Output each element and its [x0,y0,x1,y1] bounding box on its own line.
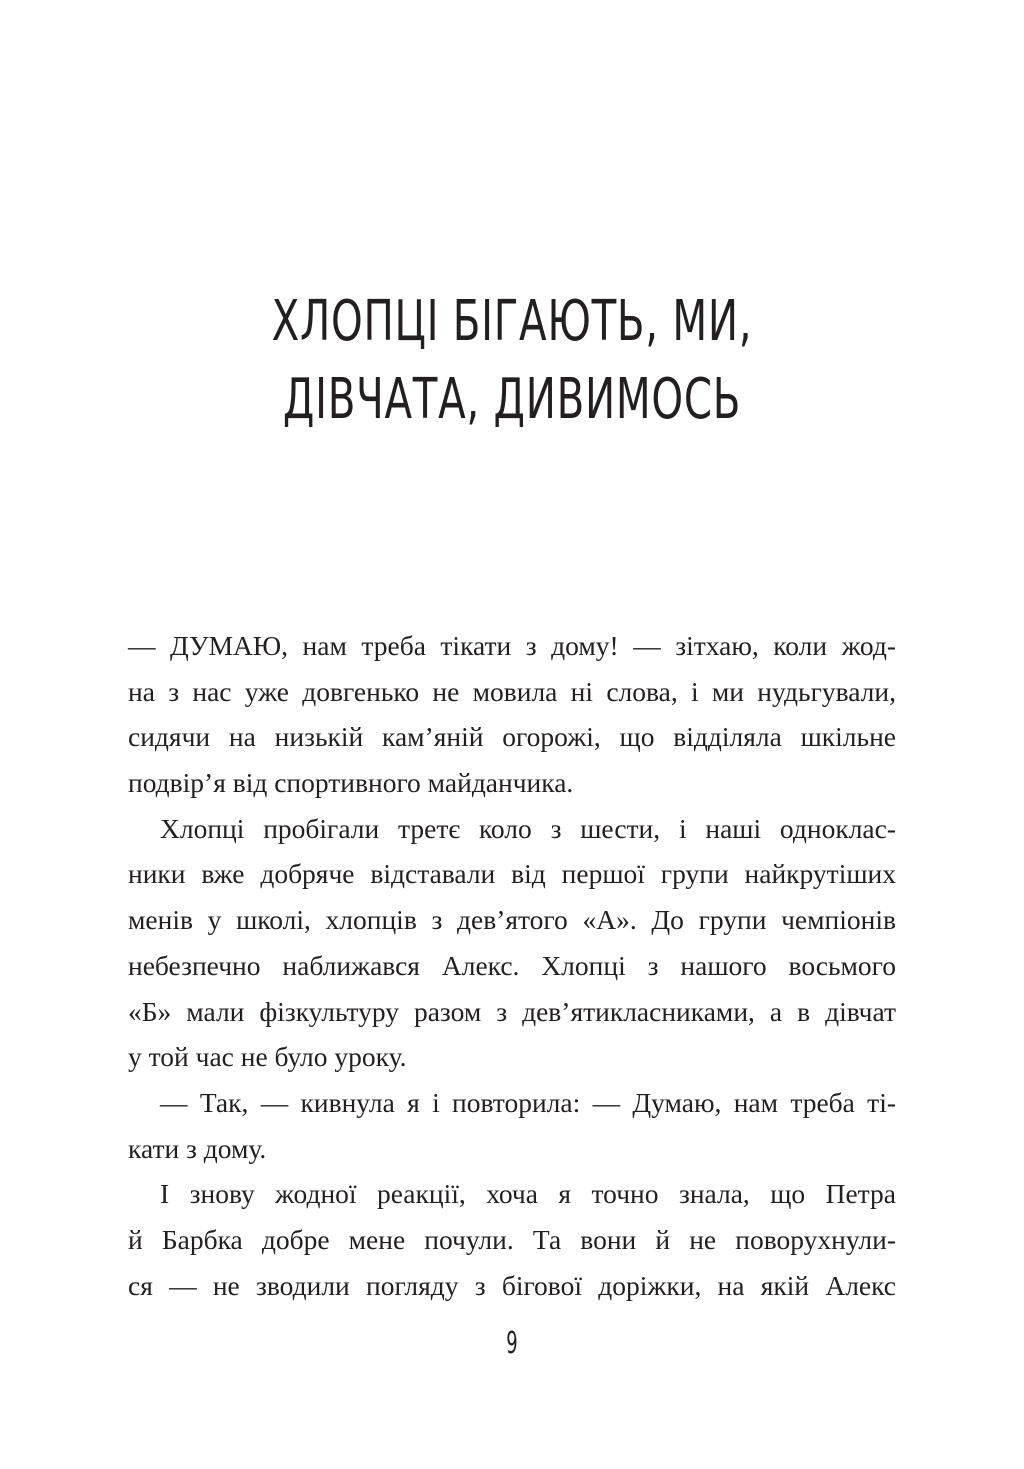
text-line: кати з дому. [128,1132,267,1164]
text-line: ся — не зводили погляду з бігової доріжки, на якій Алекс [128,1269,896,1301]
text-line: «Б» мали фізкультуру разом з дев’ятикласниками, а в дівчат [128,995,896,1027]
text-line: Хлопці пробігали третє коло з шести, і наші однoклас- [160,812,896,844]
page-number: 9 [506,1326,518,1361]
text-line: у той час не було уроку. [128,1041,407,1073]
text-line: — ДУМАЮ, нам треба тікати з дому! — зітхаю, коли жод- [128,630,896,661]
text-line: менів у школі, хлопців з дев’ятого «А». До групи чемпіонів [128,904,896,936]
body-text [128,623,896,1308]
text-line: сидячи на низькій кам’яній огорожі, що відділяла шкільне [128,721,896,753]
text-line: — Так, — кивнула я і повторила: — Думаю, нам треба ті- [160,1086,896,1118]
text-line: небезпечно наближався Алекс. Хлопці з нашого восьмого [128,949,896,981]
text-line: й Барбка добре мене почули. Та вони й не поворухнули- [128,1223,896,1255]
chapter-title [143,283,880,439]
text-line: ники вже добряче відставали від першої групи найкрутіших [128,858,896,890]
text-line: І знову жодної реакції, хоча я точно знала, що Петра [160,1178,896,1210]
chapter-title-line: ДІВЧАТА, ДИВИМОСЬ [282,367,742,432]
text-line: подвір’я від спортивного майданчика. [128,767,574,799]
text-line: на з нас уже довгенько не мовила ні слова, і ми нудьгували, [128,675,896,707]
chapter-title-line: ХЛОПЦІ БІГАЮТЬ, МИ, [271,289,753,354]
